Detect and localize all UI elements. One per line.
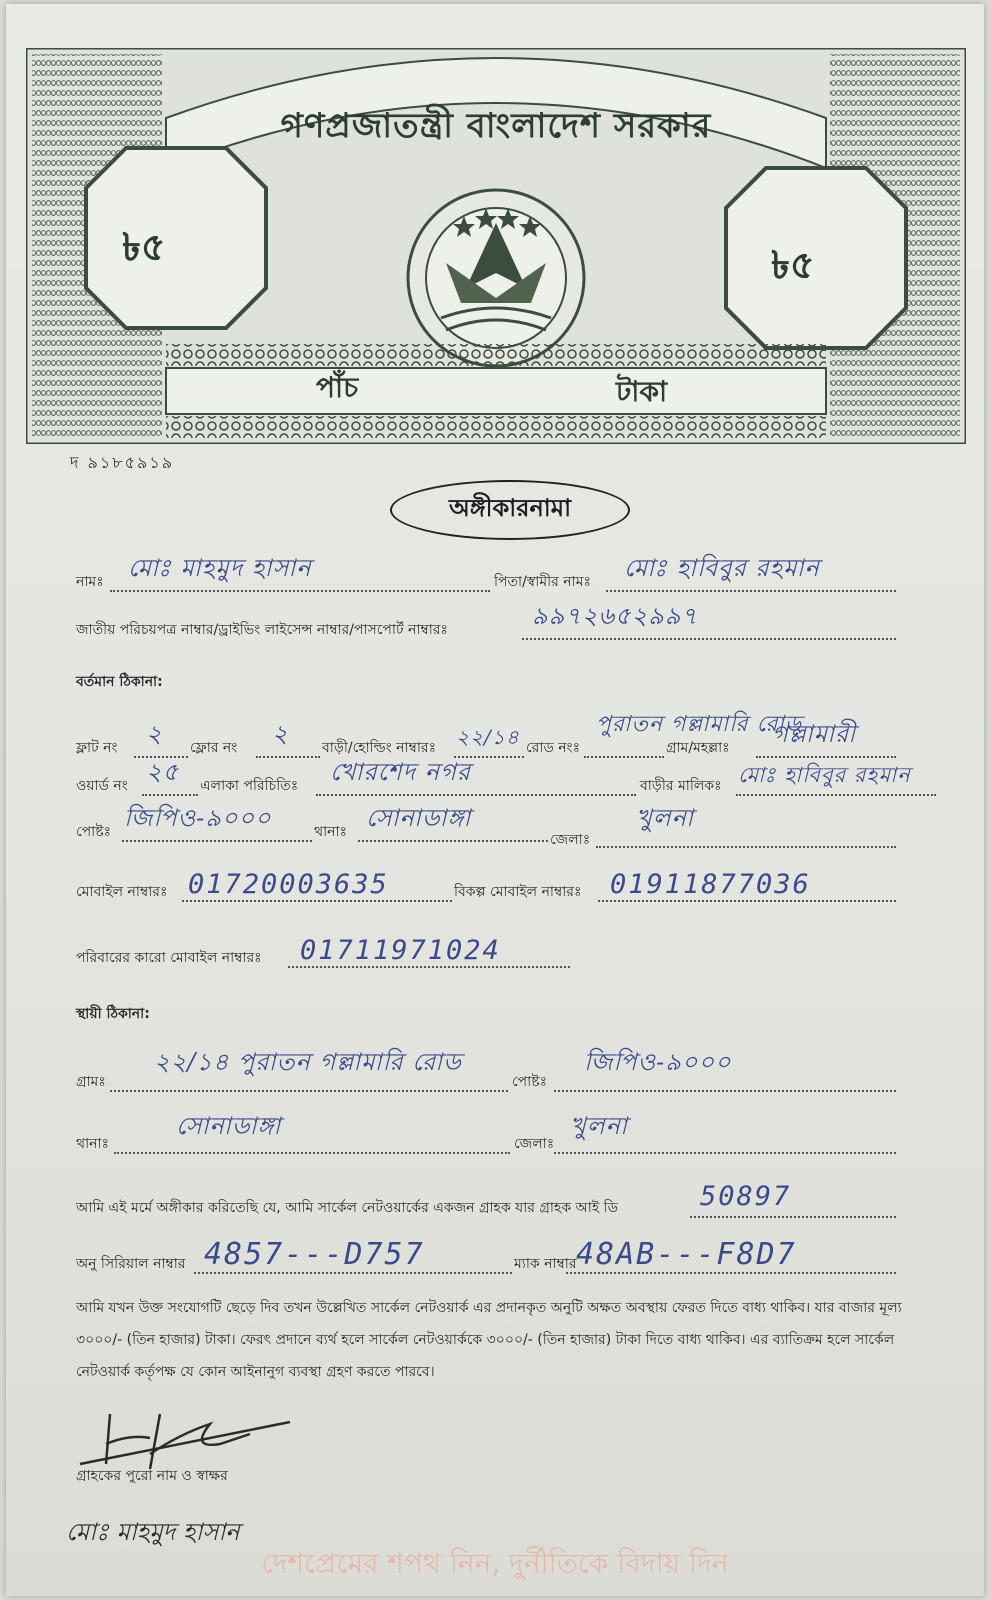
area-label: এলাকা পরিচিতিঃ <box>200 778 299 794</box>
thana-underline <box>358 840 548 842</box>
name-underline <box>110 590 490 592</box>
p-district-value: খুলনা <box>570 1112 628 1140</box>
floor-value: ২ <box>272 720 289 748</box>
present-address-row-1 <box>76 712 924 762</box>
village-underline <box>756 756 896 758</box>
customer-id-label: আমি এই মর্মে অঙ্গীকার করিতেছি যে, আমি সার্কেল নেটওয়ার্কের একজন গ্রাহক যার গ্রাহক আই ডি <box>76 1200 618 1216</box>
father-value: মোঃ হাবিবুর রহমান <box>624 554 820 582</box>
p-village-underline <box>110 1090 508 1092</box>
road-value: পুরাতন গল্লামারি রোড <box>596 712 803 737</box>
family-mobile-value: 01711971024 <box>300 935 501 966</box>
p-post-value: জিপিও-৯০০০ <box>584 1048 732 1076</box>
name-row <box>76 554 924 596</box>
p-thana-underline <box>114 1152 510 1154</box>
post-underline <box>122 840 312 842</box>
flat-value: ২ <box>146 720 163 748</box>
thana-label: থানাঃ <box>314 824 348 840</box>
owner-label: বাড়ীর মালিকঃ <box>640 778 722 794</box>
mac-underline <box>566 1272 896 1274</box>
p-thana-value: সোনাডাঙ্গা <box>176 1112 282 1140</box>
mac-value: 48AB---F8D7 <box>576 1237 797 1272</box>
area-underline <box>316 794 636 796</box>
document-title <box>390 480 630 540</box>
ward-label: ওয়ার্ড নং <box>76 778 128 794</box>
stamp-word-left: পাঁচ <box>316 371 359 404</box>
house-label: বাড়ী/হোল্ডিং নাম্বারঃ <box>322 740 437 756</box>
thana-value: সোনাডাঙ্গা <box>366 804 472 832</box>
stamp-denomination-left: ৳৫ <box>122 225 166 269</box>
ward-value: ২৫ <box>146 758 180 786</box>
mac-label: ম্যাক নাম্বার <box>514 1256 577 1272</box>
document-title-text: অঙ্গীকারনামা <box>448 494 572 522</box>
stamp-word-right: টাকা <box>616 375 668 408</box>
permanent-address-row-2 <box>76 1112 924 1158</box>
nid-underline <box>522 638 896 640</box>
device-row <box>76 1237 924 1278</box>
p-thana-label: থানাঃ <box>76 1136 110 1152</box>
customer-id-row <box>76 1181 924 1222</box>
onu-serial-underline <box>194 1272 512 1274</box>
village-label: গ্রাম/মহল্লাঃ <box>666 740 730 756</box>
undertaking-paragraph: আমি যখন উক্ত সংযোগটি ছেড়ে দিব তখন উল্লেখিত সার্কেল নেটওয়ার্ক এর প্রদানকৃত অনুটি অক্ষত অবস্থায় ফেরত দিতে বাধ্য থাকিব। যার বাজার মূল্য ৩০০০/- (তিন হাজার) টাকা। ফেরৎ প্রদানে ব্যর্থ হলে সার্কেল নেটওয়ার্ককে ৩০০০/- (তিন হাজার) টাকা দিতে বাধ্য থাকিব। এর ব্যাতিক্রম হলে সার্কেল নেটওয়ার্ক কর্তৃপক্ষ যে কোন আইনানুগ ব্যবস্থা গ্রহণ করতে পারবে। <box>76 1300 902 1380</box>
signature-label: গ্রাহকের পুরো নাম ও স্বাক্ষর <box>76 1468 228 1484</box>
mobile-label: মোবাইল নাম্বারঃ <box>76 884 168 900</box>
nid-value: ৯৯৭২৬৫২৯৯৭ <box>532 602 698 630</box>
road-underline <box>584 756 664 758</box>
mobile-value: 01720003635 <box>188 869 389 900</box>
family-mobile-label: পরিবারের কারো মোবাইল নাম্বারঃ <box>76 950 262 966</box>
floor-label: ফ্লোর নং <box>190 740 238 756</box>
name-value: মোঃ মাহমুদ হাসান <box>128 554 312 582</box>
family-mobile-row <box>76 936 924 972</box>
p-district-label: জেলাঃ <box>514 1136 555 1152</box>
district-underline <box>596 846 896 848</box>
p-district-underline <box>554 1152 896 1154</box>
mobile-underline <box>182 900 452 902</box>
nid-label: জাতীয় পরিচয়পত্র নাম্বার/ড্রাইভিং লাইসেন্স নাম্বার/পাসপোর্ট নাম্বারঃ <box>76 622 448 638</box>
district-value: খুলনা <box>636 804 694 832</box>
permanent-address-heading: স্থায়ী ঠিকানা: <box>76 1006 150 1022</box>
customer-id-underline <box>690 1216 896 1218</box>
onu-serial-label: অনু সিরিয়াল নাম্বার <box>76 1256 186 1272</box>
p-village-label: গ্রামঃ <box>76 1074 106 1090</box>
family-mobile-underline <box>288 966 570 968</box>
customer-id-value: 50897 <box>700 1181 792 1212</box>
name-label: নামঃ <box>76 574 104 590</box>
village-value: গল্লামারী <box>772 720 857 748</box>
permanent-address-row-1 <box>76 1048 924 1096</box>
footer-slogan: দেশপ্রেমের শপথ নিন, দুর্নীতিকে বিদায় দিন <box>261 1547 729 1580</box>
floor-underline <box>256 756 320 758</box>
flat-label: ফ্লাট নং <box>76 740 118 756</box>
father-underline <box>606 590 896 592</box>
mobile-row <box>76 870 924 906</box>
district-label: জেলাঃ <box>550 832 591 848</box>
stamp-denomination-right: ৳৫ <box>771 243 815 287</box>
stamp-header <box>26 48 966 444</box>
ward-underline <box>142 794 198 796</box>
alt-mobile-label: বিকল্প মোবাইল নাম্বারঃ <box>454 884 582 900</box>
present-address-heading: বর্তমান ঠিকানা: <box>76 674 163 690</box>
father-label: পিতা/স্বামীর নামঃ <box>494 574 591 590</box>
p-village-value: ২২/১৪ পুরাতন গল্লামারি রোড <box>154 1048 462 1076</box>
present-address-row-2 <box>76 758 924 800</box>
p-post-underline <box>554 1090 896 1092</box>
owner-underline <box>736 794 936 796</box>
stamp-serial-number: দ ৯১৮৫৯১৯ <box>70 453 175 472</box>
p-post-label: পোষ্টঃ <box>512 1074 548 1090</box>
area-value: খোরশেদ নগর <box>330 758 471 786</box>
onu-serial-value: 4857---D757 <box>204 1237 425 1272</box>
alt-mobile-value: 01911877036 <box>610 869 811 900</box>
post-label: পোষ্টঃ <box>76 824 112 840</box>
post-value: জিপিও-৯০০০ <box>124 804 272 832</box>
road-label: রোড নংঃ <box>526 740 581 756</box>
signature-name: মোঃ মাহমুদ হাসান <box>66 1518 240 1546</box>
present-address-row-3 <box>76 804 924 848</box>
nid-row <box>76 602 924 644</box>
stamp-title: গণপ্রজাতন্ত্রী বাংলাদেশ সরকার <box>280 106 712 146</box>
owner-value: মোঃ হাবিবুর রহমান <box>738 763 911 787</box>
house-value: ২২/১৪ <box>456 725 520 749</box>
stamp-paper <box>6 4 984 1596</box>
alt-mobile-underline <box>598 900 896 902</box>
